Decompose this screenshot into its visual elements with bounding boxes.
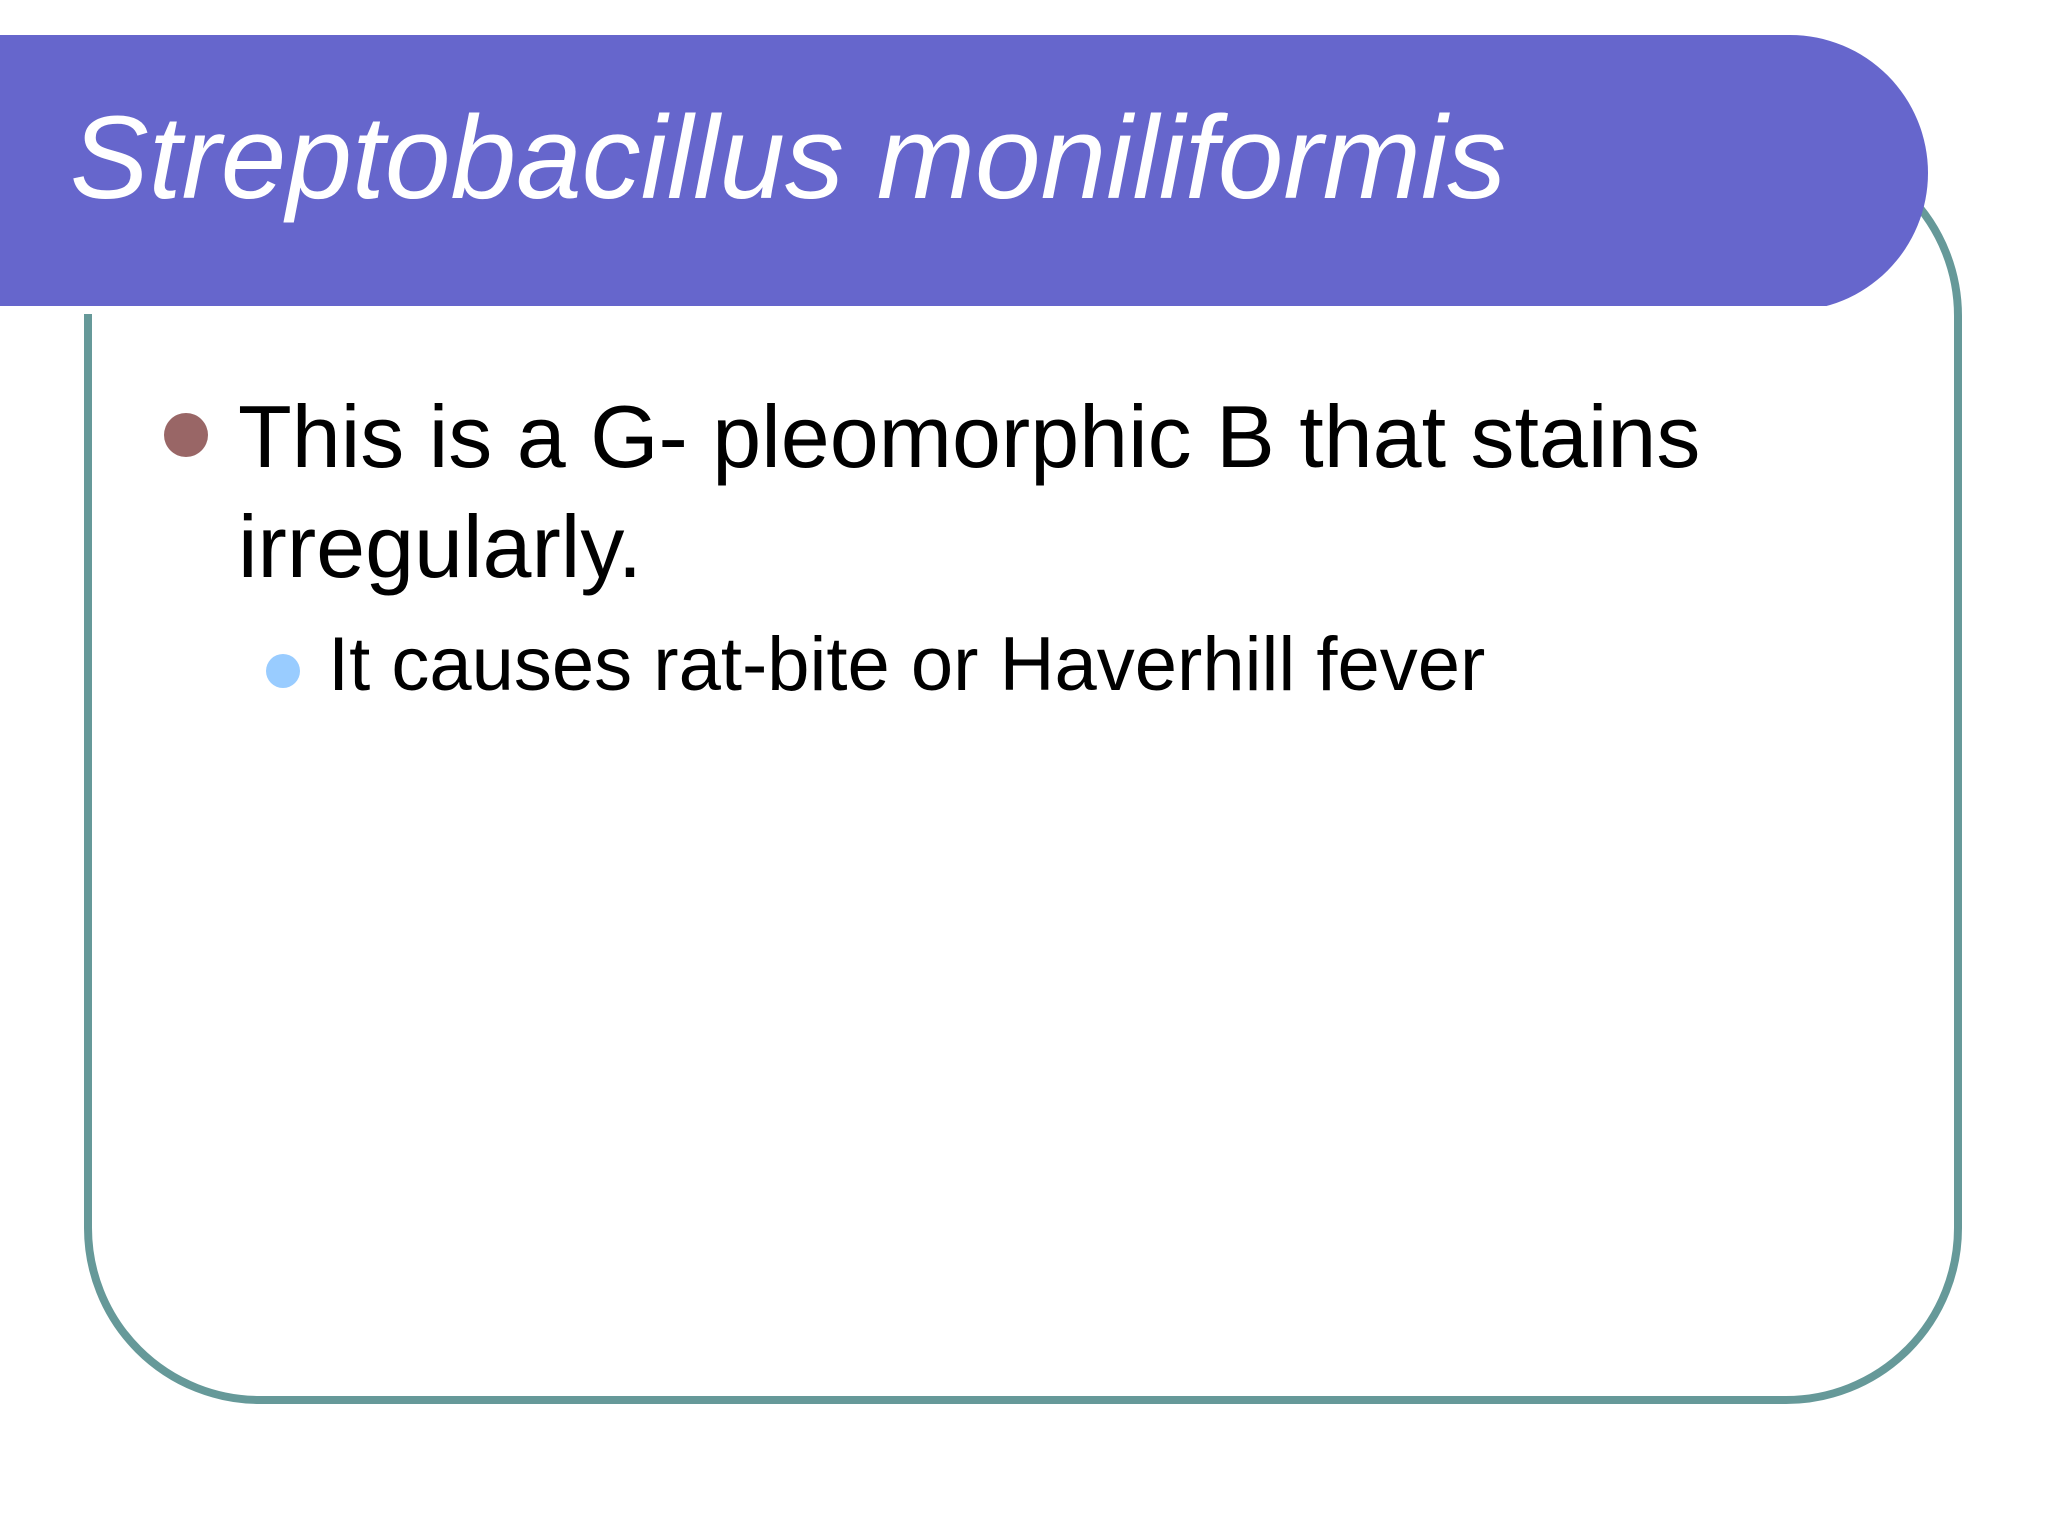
title-underline (0, 306, 1826, 314)
sub-bullet-text: It causes rat-bite or Haverhill fever (328, 622, 1486, 707)
slide-title: Streptobacillus moniliformis (70, 92, 1507, 224)
sub-bullet-dot-icon (266, 654, 300, 688)
bullet-dot-icon (164, 413, 208, 457)
bullet-text: This is a G- pleomorphic B that stains irregularly. (238, 387, 1701, 596)
content-frame (84, 140, 1962, 1404)
